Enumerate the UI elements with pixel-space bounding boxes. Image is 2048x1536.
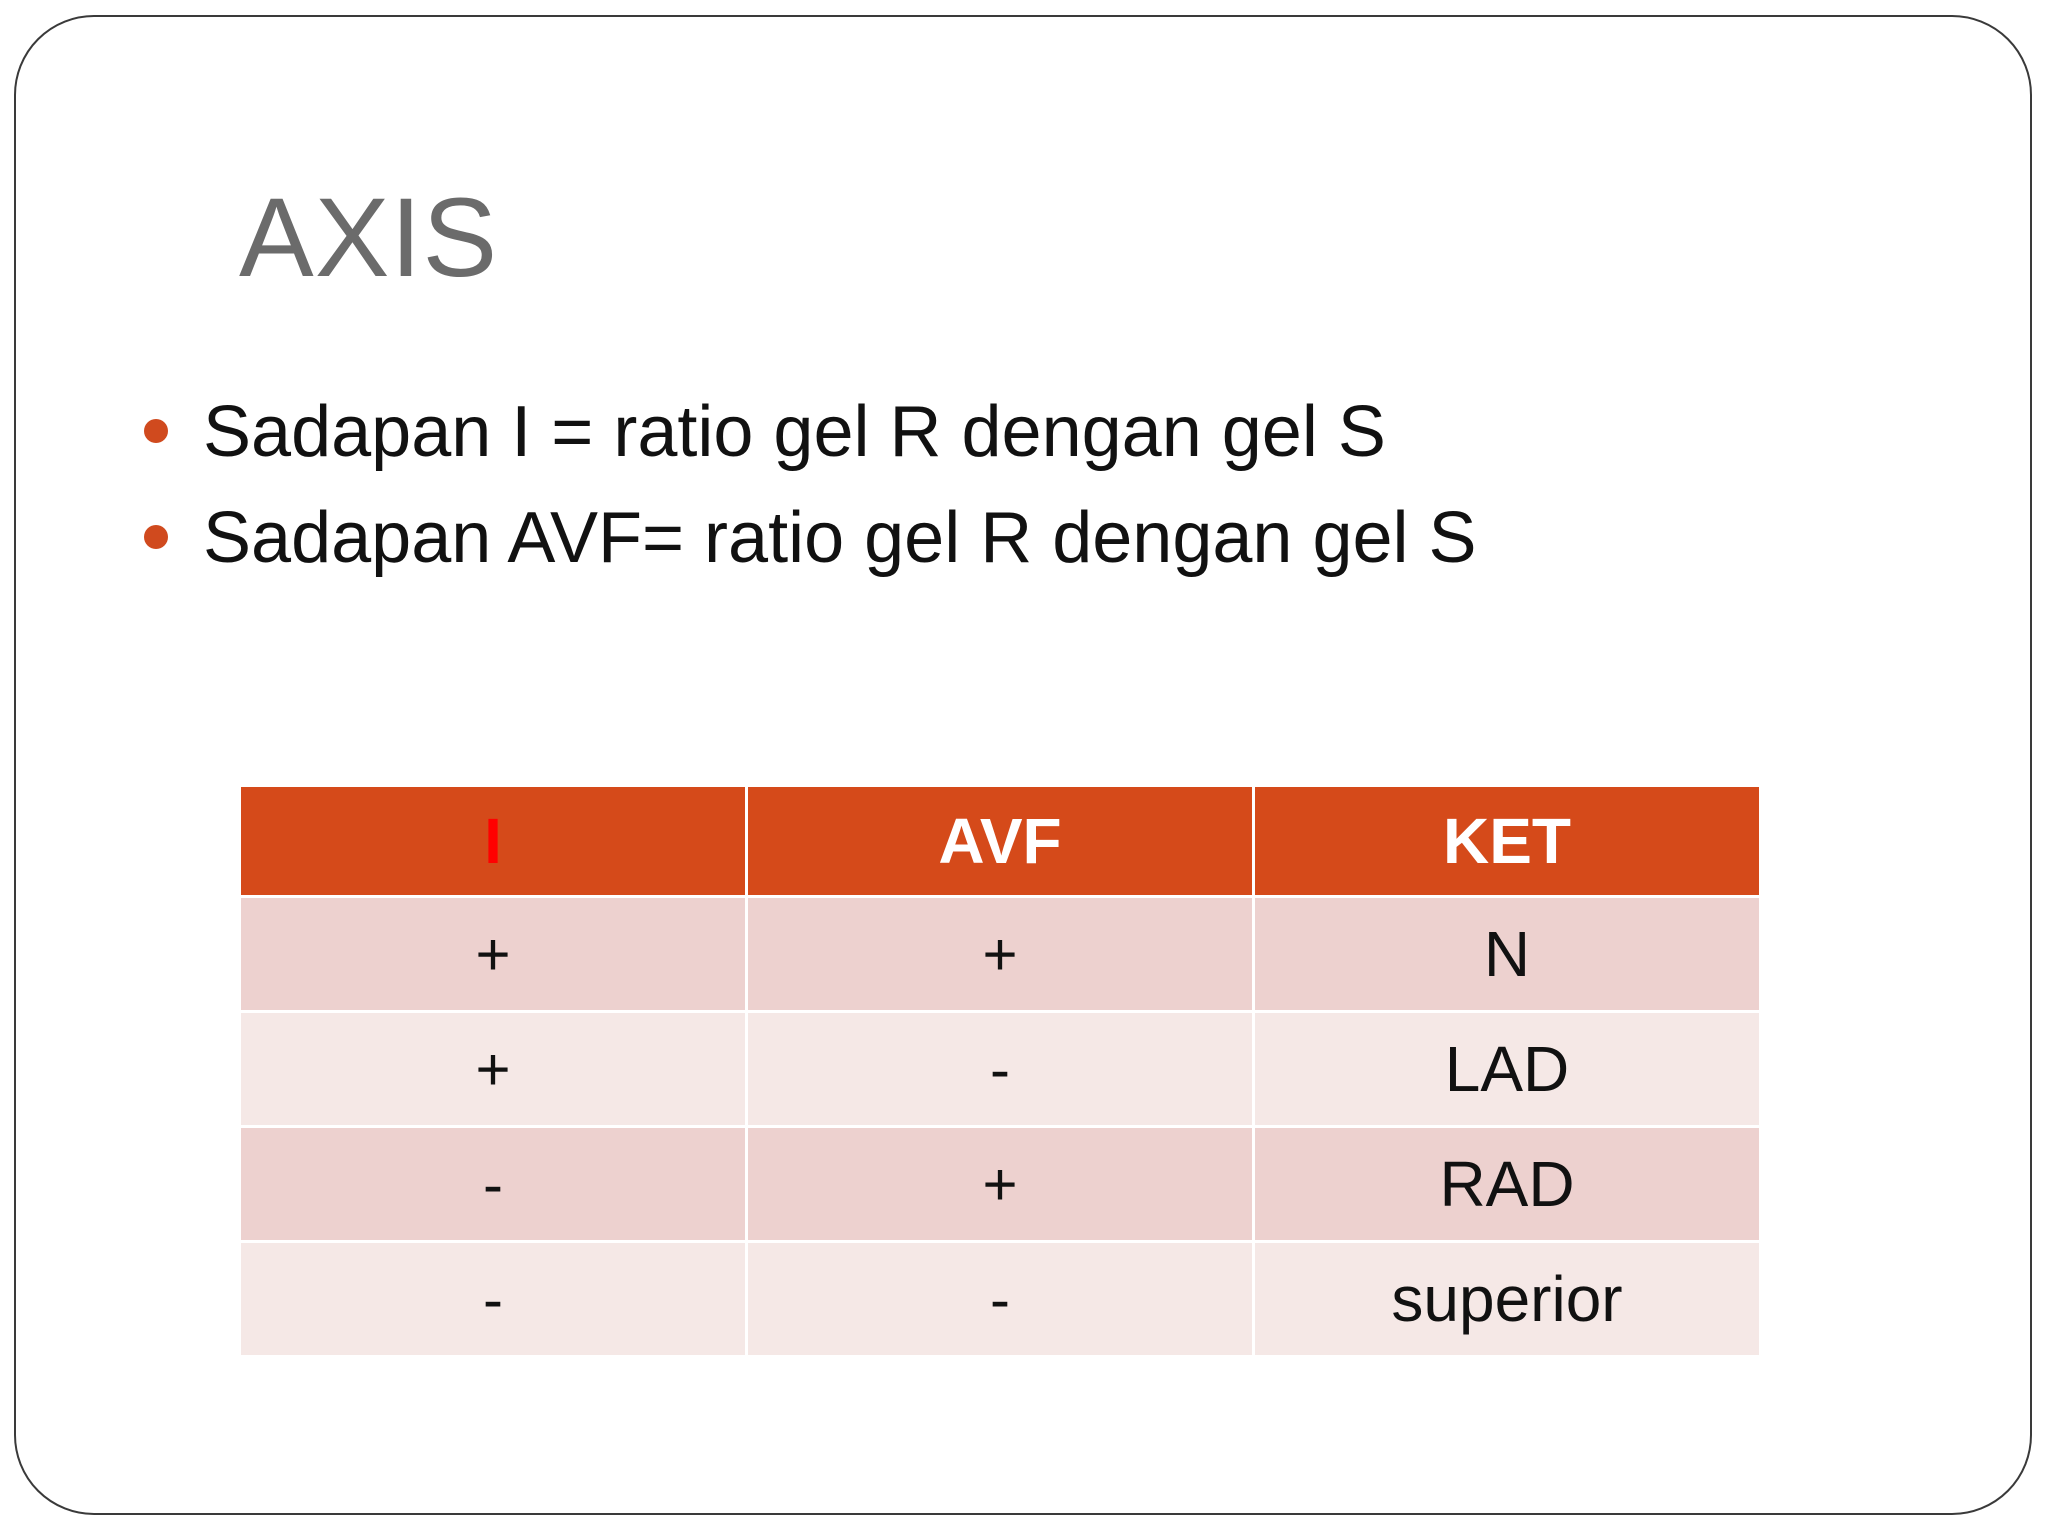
- table-header-row: [241, 787, 1759, 895]
- bullet-item: [142, 385, 1477, 491]
- cell-ket: LAD: [1255, 1013, 1759, 1125]
- bullet-item: [142, 491, 1477, 597]
- bullet-text: Sadapan AVF= ratio gel R dengan gel S: [203, 498, 1477, 578]
- slide-title: AXIS: [239, 175, 499, 300]
- table-row: [241, 1243, 1759, 1355]
- bullet-dot-icon: [144, 419, 168, 443]
- cell-avf: +: [748, 898, 1252, 1010]
- table-row: [241, 1128, 1759, 1240]
- cell-ket: N: [1255, 898, 1759, 1010]
- bullet-dot-icon: [144, 525, 168, 549]
- cell-ket: RAD: [1255, 1128, 1759, 1240]
- header-cell-ket: KET: [1255, 787, 1759, 895]
- cell-avf: -: [748, 1243, 1252, 1355]
- cell-ket: superior: [1255, 1243, 1759, 1355]
- cell-i: +: [241, 898, 745, 1010]
- bullet-list: [142, 385, 1477, 597]
- table-row: [241, 898, 1759, 1010]
- header-cell-i: I: [241, 787, 745, 895]
- cell-i: -: [241, 1128, 745, 1240]
- cell-i: +: [241, 1013, 745, 1125]
- bullet-text: Sadapan I = ratio gel R dengan gel S: [203, 392, 1386, 472]
- slide-frame: [14, 15, 2032, 1515]
- table-row: [241, 1013, 1759, 1125]
- cell-i: -: [241, 1243, 745, 1355]
- header-cell-avf: AVF: [748, 787, 1252, 895]
- cell-avf: -: [748, 1013, 1252, 1125]
- axis-table: [238, 784, 1762, 1358]
- cell-avf: +: [748, 1128, 1252, 1240]
